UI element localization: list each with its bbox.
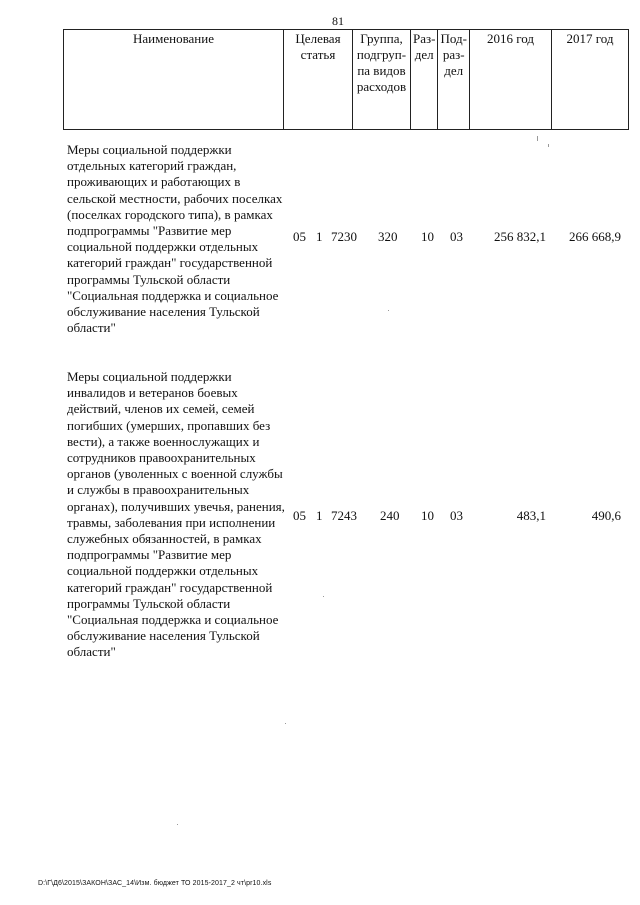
row-1-line: Меры социальной поддержки	[67, 142, 232, 157]
header-subsection-l2: раз-	[442, 47, 465, 62]
header-section	[411, 30, 438, 130]
row-1-line: подпрограммы "Развитие мер	[67, 223, 232, 239]
row-2-line: категорий граждан" государственной	[67, 579, 273, 595]
row-1-article-c: 7230	[331, 229, 357, 244]
header-subsection	[438, 30, 469, 130]
row-2-line: обслуживание населения Тульской	[67, 628, 260, 644]
row-2-line: инвалидов и ветеранов боевых	[67, 385, 238, 401]
row-2-line: и службы в правоохранительных	[67, 482, 250, 498]
row-2-line: социальной поддержки отдельных	[67, 563, 259, 579]
row-1-group: 320	[378, 229, 398, 244]
row-2-line: органах), получивших увечья, ранения,	[67, 498, 285, 514]
row-1-line: сельской местности, рабочих поселках	[67, 190, 283, 206]
row-1-subsection: 03	[450, 229, 463, 244]
header-expense-group-l4: расходов	[356, 79, 407, 94]
scan-speck	[388, 310, 389, 311]
header-expense-group	[353, 30, 411, 130]
header-year-2017: 2017 год	[551, 30, 628, 130]
row-2-line: травмы, заболевания при исполнении	[67, 514, 276, 530]
header-section-l1: Раз-	[413, 31, 436, 46]
row-2-line: программы Тульской области	[67, 595, 231, 611]
row-2-subsection: 03	[450, 508, 463, 523]
header-subsection-l1: Под-	[440, 31, 467, 46]
row-2-line: подпрограммы "Развитие мер	[67, 547, 232, 563]
row-2-line: служебных обязанностей, в рамках	[67, 531, 262, 547]
row-1-line: области"	[67, 320, 116, 336]
file-path-footer: D:\Г\Д6\2015\ЗАКОН\ЗАС_14\Изм. бюджет ТО 2015-2017_2 чт\pr10.xls	[38, 880, 272, 887]
row-2-line: сотрудников правоохранительных	[67, 450, 256, 466]
row-1-description	[67, 142, 287, 336]
scan-speck	[323, 596, 324, 597]
header-expense-group-l1: Группа,	[360, 31, 403, 46]
header-expense-group-l2: подгруп-	[356, 47, 407, 62]
row-1-line: категорий граждан" государственной	[67, 255, 273, 271]
table-header	[63, 29, 629, 130]
scan-speck	[537, 136, 538, 141]
row-1-2016: 256 832,1	[494, 229, 546, 244]
row-1-line: (поселках городского типа), в рамках	[67, 206, 273, 222]
row-2-article-a: 05	[293, 508, 306, 523]
row-2-2016: 483,1	[516, 508, 546, 523]
header-target-article	[284, 30, 353, 130]
row-1-section: 10	[421, 229, 434, 244]
row-2-description	[67, 369, 287, 661]
scan-speck	[285, 723, 286, 724]
row-2-article-c: 7243	[331, 508, 357, 523]
scan-speck	[177, 824, 178, 825]
row-1-line: обслуживание населения Тульской	[67, 304, 260, 320]
row-2-article-b: 1	[316, 508, 323, 523]
row-1-2017: 266 668,9	[569, 229, 621, 244]
row-2-line: органов (уволенных с военной службы	[67, 466, 283, 482]
row-2-line: погибших (умерших, пропавших без	[67, 417, 271, 433]
row-1-line: проживающих и работающих в	[67, 174, 241, 190]
row-2-line: вести), а также военнослужащих и	[67, 433, 260, 449]
row-1-line: программы Тульской области	[67, 271, 231, 287]
header-target-article-l1: Целевая	[295, 31, 341, 46]
header-target-article-l2: статья	[300, 47, 336, 62]
row-1-article-b: 1	[316, 229, 323, 244]
header-year-2016: 2016 год	[469, 30, 551, 130]
scan-speck	[548, 144, 549, 147]
header-name: Наименование	[64, 30, 284, 130]
row-2-line: "Социальная поддержка и социальное	[67, 612, 279, 628]
row-1-line: отдельных категорий граждан,	[67, 158, 237, 174]
header-expense-group-l3: па видов	[357, 63, 406, 78]
row-1-line: социальной поддержки отдельных	[67, 239, 259, 255]
page-number: 81	[332, 14, 344, 28]
row-2-group: 240	[380, 508, 400, 523]
header-subsection-l3: дел	[444, 63, 464, 78]
row-2-line: Меры социальной поддержки	[67, 369, 232, 384]
row-2-2017: 490,6	[591, 508, 621, 523]
row-2-section: 10	[421, 508, 434, 523]
row-2-line: действий, членов их семей, семей	[67, 401, 255, 417]
row-1-line: "Социальная поддержка и социальное	[67, 287, 279, 303]
row-1-article-a: 05	[293, 229, 306, 244]
row-2-line: области"	[67, 644, 116, 660]
header-section-l2: дел	[414, 47, 434, 62]
